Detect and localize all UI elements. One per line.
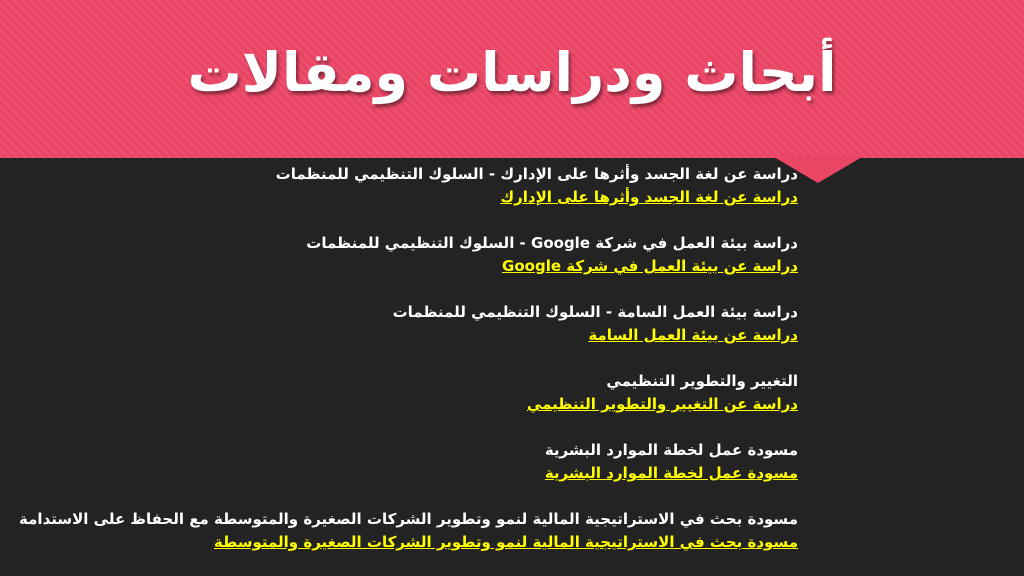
slide-title: أبحاث ودراسات ومقالات xyxy=(187,41,837,104)
item-link[interactable]: مسودة عمل لخطة الموارد البشرية xyxy=(544,464,798,482)
list-item xyxy=(118,232,798,278)
item-link[interactable]: دراسة عن بيئة العمل السامة xyxy=(588,326,798,344)
item-title: دراسة عن لغة الجسد وأثرها على الإدارك - السلوك التنظيمي للمنظمات xyxy=(275,165,798,183)
item-link[interactable]: دراسة عن التغيير والتطوير التنظيمي xyxy=(526,395,798,413)
title-banner xyxy=(0,0,1024,158)
item-title: مسودة بحث في الاستراتيجية المالية لنمو وتطوير الشركات الصغيرة والمتوسطة مع الحفاظ على الاستدامة xyxy=(19,510,798,528)
item-title: التغيير والتطوير التنظيمي xyxy=(606,372,798,390)
list-item xyxy=(118,439,798,485)
item-title: مسودة عمل لخطة الموارد البشرية xyxy=(544,441,798,459)
list-item xyxy=(118,163,798,209)
list-item xyxy=(118,370,798,416)
item-title: دراسة بيئة العمل في شركة Google - السلوك التنظيمي للمنظمات xyxy=(306,234,798,252)
articles-list xyxy=(19,163,798,576)
item-link[interactable]: مسودة بحث في الاستراتيجية المالية لنمو وتطوير الشركات الصغيرة والمتوسطة xyxy=(213,533,798,551)
item-title: دراسة بيئة العمل السامة - السلوك التنظيمي للمنظمات xyxy=(392,303,798,321)
list-item xyxy=(19,508,798,554)
item-link[interactable]: دراسة عن لغة الجسد وأثرها على الإدارك xyxy=(500,188,798,206)
item-link[interactable]: دراسة عن بيئة العمل في شركة Google xyxy=(502,257,798,275)
list-item xyxy=(118,301,798,347)
